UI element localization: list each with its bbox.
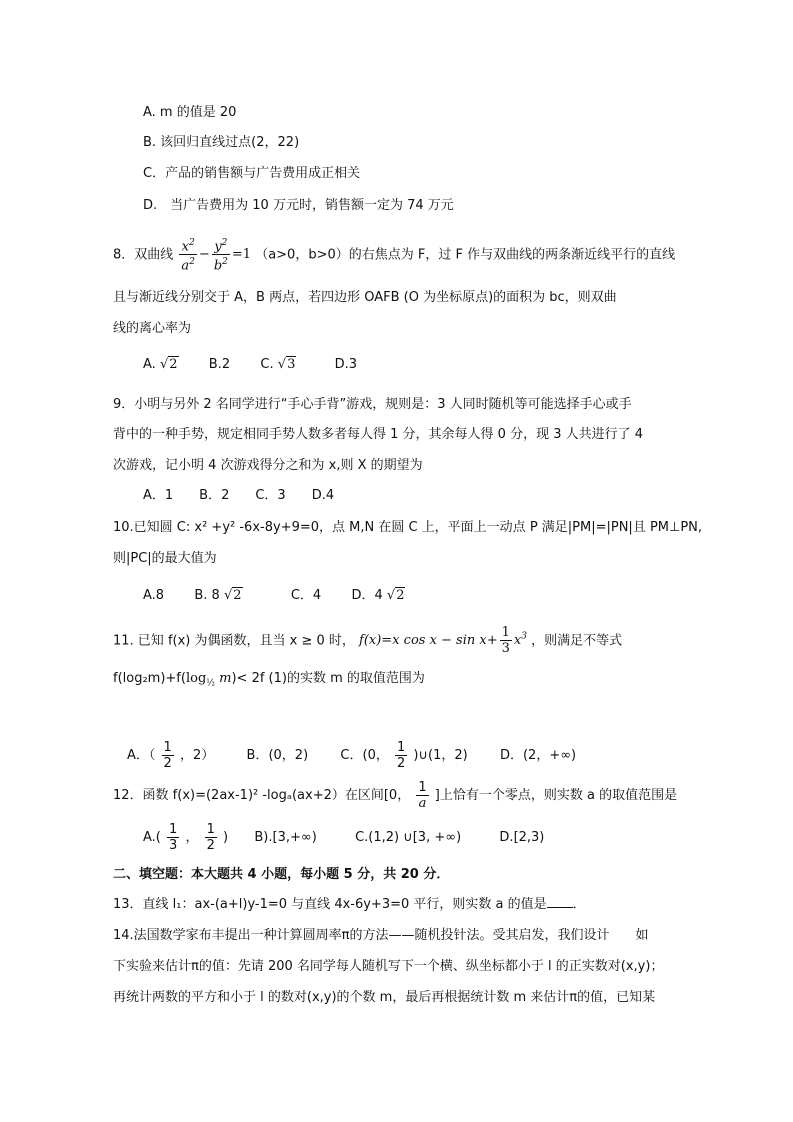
q9-line1: 9．小明与另外 2 名同学进行“手心手背”游戏，规则是：3 人同时随机等可能选择手心或手: [113, 397, 632, 412]
q8-after-formula: （a>0，b>0）的右焦点为 F，过 F 作与双曲线的两条渐近线平行的直线: [255, 247, 676, 263]
q11-option-c-post: )∪(1，2): [413, 748, 468, 763]
q13-text: 13．直线 l₁：ax-(a+l)y-1=0 与直线 4x-6y+3=0 平行，则实数 a 的值是: [113, 897, 547, 912]
sqrt-symbol: √2: [386, 588, 405, 603]
q10-option-c: C．4: [290, 588, 322, 603]
q11-prefix: 11. 已知 f(x) 为偶函数，且当 x ≥ 0 时，: [113, 633, 355, 649]
q12-option-a-post: ): [223, 830, 229, 845]
q8-options: [143, 356, 357, 374]
q11-line2-post: )< 2f (1)的实数 m 的取值范围为: [231, 671, 425, 686]
q11-line2-pre: f(log₂m)+f(: [113, 671, 186, 686]
fraction-half: $\frac{1}{2}$: [163, 740, 172, 771]
section-heading: 二、填空题：本大题共 4 小题，每小题 5 分，共 20 分．: [113, 867, 450, 882]
q10-options: [143, 587, 405, 605]
q12-suffix: ]上恰有一个零点，则实数 a 的取值范围是: [434, 788, 678, 803]
q8-line1: [113, 236, 675, 274]
fraction-third: $\frac{1}{3}$: [169, 822, 178, 853]
answer-blank: [547, 895, 573, 908]
q13: [113, 895, 586, 914]
hyperbola-formula: $\frac{x^2}{a^2}$ − $\frac{y^2}{b^2}$ =1: [181, 238, 252, 274]
q8-line3: 线的离心率为: [113, 321, 192, 336]
sqrt-symbol: √2: [223, 588, 242, 603]
q11-line1: [113, 622, 622, 656]
q12-option-a-pre: A.(: [143, 830, 161, 845]
q12-option-b: B).[3,+∞): [254, 830, 317, 845]
q11-option-a-pre: A．（: [127, 748, 156, 763]
q11-option-d: D．(2，+∞): [499, 748, 577, 763]
q11-suffix: ，则满足不等式: [531, 633, 623, 649]
q11-options: [127, 736, 576, 776]
q10-option-d: D．4: [351, 588, 383, 603]
q8-option-c: C.: [260, 357, 274, 372]
q11-option-c-pre: C．(0，: [340, 748, 389, 763]
q8-option-b: B.2: [208, 357, 231, 372]
q11-line2: [113, 667, 425, 696]
q9-options: A．1 B．2 C．3 D.4: [143, 488, 335, 503]
q10-option-b: B. 8: [194, 588, 220, 603]
q11-option-b: B．(0，2): [246, 748, 309, 763]
q7-option-d: D. 当广告费用为 10 万元时，销售额一定为 74 万元: [143, 198, 454, 213]
q10-option-a: A.8: [143, 588, 165, 603]
q8-option-a: A.: [143, 357, 156, 372]
function-formula: f(x)=x cos x − sin x+ $\frac{1}{3}$ $x^3$: [359, 625, 527, 657]
q7-option-b: B. 该回归直线过点(2，22): [143, 135, 300, 150]
q13-end: ．: [572, 897, 586, 912]
q12-options: A.( $\frac{1}{3}$ ， $\frac{1}{2}$ ) B).[3,+∞) C.(1,2) ∪[3, +∞) D.[2,3): [143, 822, 545, 853]
q14-line1: 14.法国数学家布丰提出一种计算圆周率π的方法——随机投针法。受其启发，我们设计 如: [113, 928, 649, 943]
q10-line1: 10.已知圆 C: x² +y² -6x-8y+9=0，点 M,N 在圆 C 上，平面上一动点 P 满足|PM|=|PN|且 PM⊥PN,: [113, 520, 703, 535]
sqrt-symbol: √3: [277, 357, 296, 372]
q8-line2: 且与渐近线分别交于 A，B 两点，若四边形 OAFB (O 为坐标原点)的面积为 bc，则双曲: [113, 290, 617, 305]
q9-line2: 背中的一种手势，规定相同手势人数多者每人得 1 分，其余每人得 0 分，现 3 人共进行了 4: [113, 427, 644, 442]
q9-line3: 次游戏，记小明 4 次游戏得分之和为 x,则 X 的期望为: [113, 458, 423, 473]
q8-prefix: 8．双曲线: [113, 247, 174, 263]
q14-line2: 下实验来估计π的值：先请 200 名同学每人随机写下一个横、纵坐标都小于 l 的正实数对(x,y)；: [113, 959, 664, 974]
q11-option-a-post: ，2）: [179, 748, 215, 763]
q10-line2: 则|PC|的最大值为: [113, 551, 217, 566]
q12-prefix: 12．函数 f(x)=(2ax-1)² -logₐ(ax+2）在区间[0，: [113, 788, 411, 803]
fraction-half: $\frac{1}{2}$: [206, 822, 215, 853]
q12-line1: [113, 780, 677, 811]
fraction-one-over-a: $\frac{1}{a}$: [418, 780, 427, 811]
log-half-formula: $\log_{\frac{1}{2}} m$: [185, 671, 232, 689]
q12-option-d: D.[2,3): [499, 830, 545, 845]
fraction-half: $\frac{1}{2}$: [396, 740, 406, 771]
q8-option-d: D.3: [334, 357, 358, 372]
q14-line3: 再统计两数的平方和小于 l 的数对(x,y)的个数 m，最后再根据统计数 m 来估计π的值，已知某: [113, 990, 656, 1005]
q7-option-a: A. m 的值是 20: [143, 105, 237, 120]
q12-option-c: C.(1,2) ∪[3, +∞): [355, 830, 462, 845]
sqrt-symbol: √2: [159, 357, 178, 372]
q7-option-c: C．产品的销售额与广告费用成正相关: [143, 166, 361, 181]
